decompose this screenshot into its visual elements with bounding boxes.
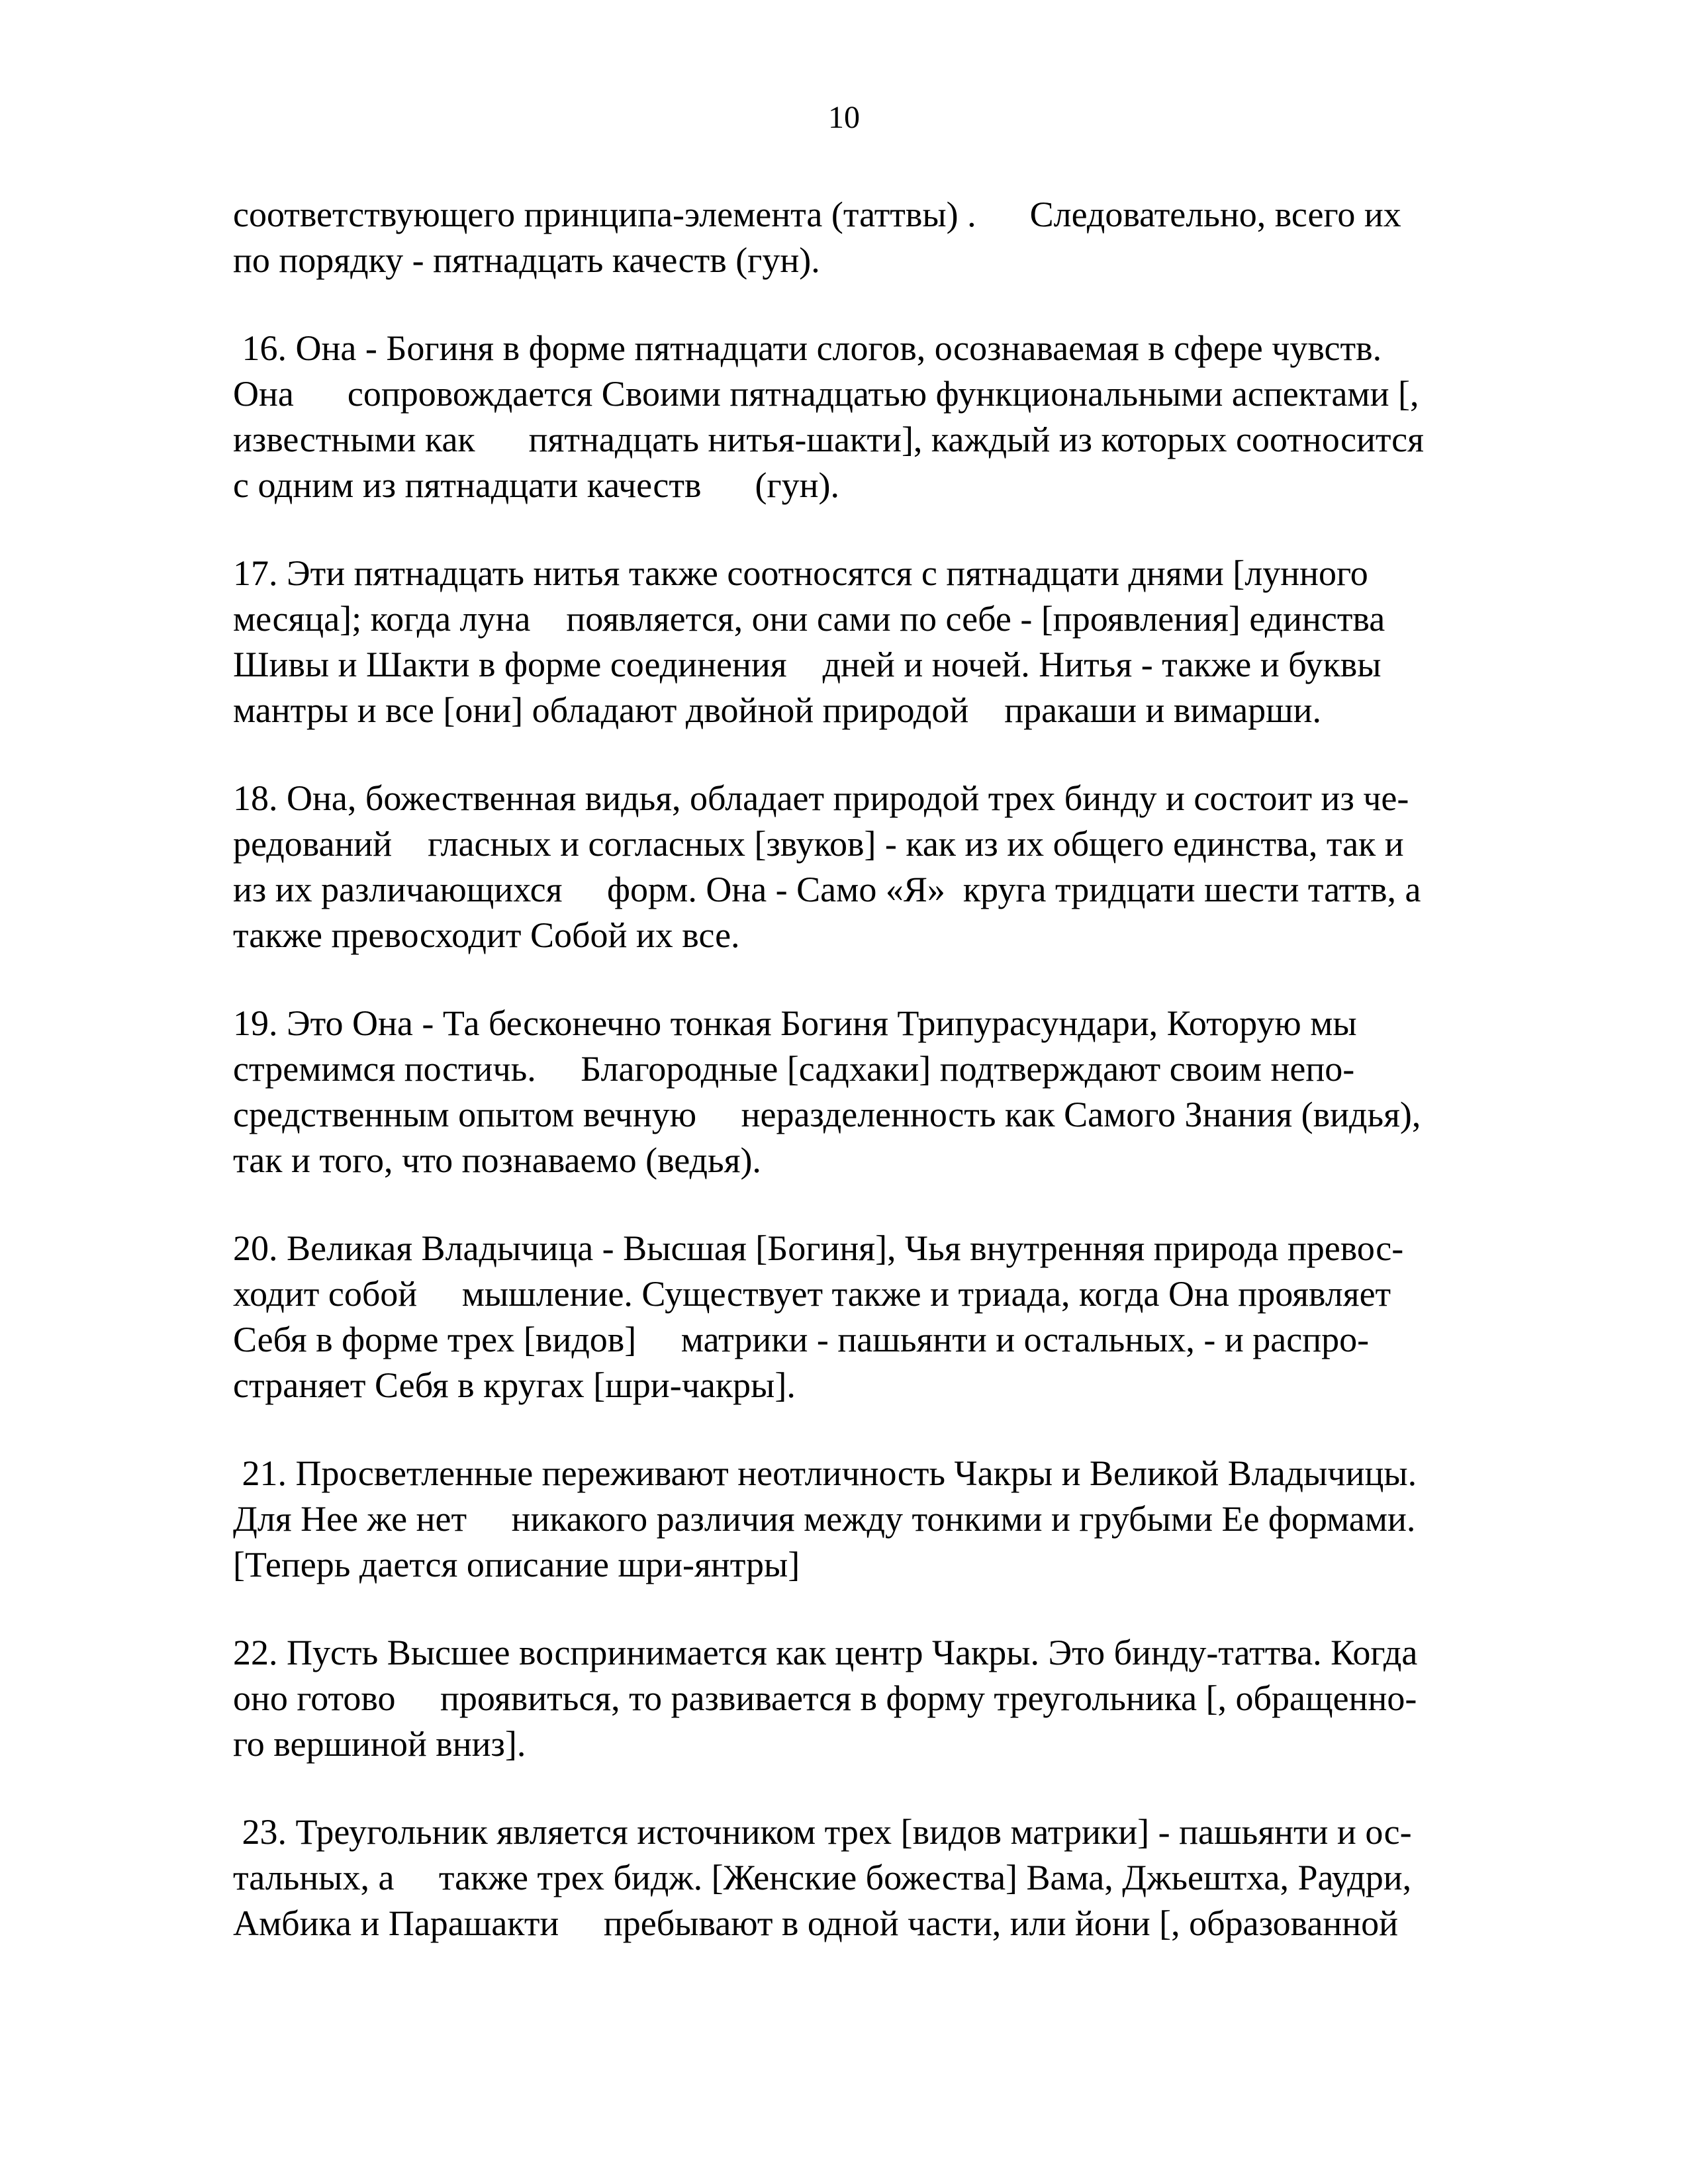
- text-line: 23. Треугольник является источником трех [видов матрики] - пашьянти и ос-: [233, 1812, 1412, 1852]
- text-line: Себя в форме трех [видов] матрики - пашьянти и остальных, - и распро-: [233, 1320, 1370, 1359]
- paragraph-18: [233, 776, 1524, 958]
- paragraph-16: [233, 326, 1524, 508]
- text-line: 20. Великая Владычица - Высшая [Богиня], Чья внутренняя природа превос-: [233, 1228, 1404, 1268]
- text-line: 21. Просветленные переживают неотличность Чакры и Великой Владычицы.: [233, 1453, 1417, 1493]
- text-line: соответствующего принципа-элемента (таттвы) . Следовательно, всего их: [233, 195, 1401, 234]
- text-line: по порядку - пятнадцать качеств (гун).: [233, 240, 820, 280]
- paragraph-17: [233, 551, 1524, 733]
- text-line: 18. Она, божественная видья, обладает природой трех бинду и состоит из че-: [233, 778, 1409, 818]
- text-line: редований гласных и согласных [звуков] - как из их общего единства, так и: [233, 824, 1404, 864]
- text-line: с одним из пятнадцати качеств (гун).: [233, 465, 839, 505]
- text-line: 17. Эти пятнадцать нитья также соотносятся с пятнадцати днями [лунного: [233, 553, 1368, 593]
- text-line: так и того, что познаваемо (ведья).: [233, 1140, 761, 1180]
- text-line: также превосходит Собой их все.: [233, 915, 740, 955]
- text-line: из их различающихся форм. Она - Само «Я» круга тридцати шести таттв, а: [233, 870, 1421, 909]
- text-line: тальных, а также трех бидж. [Женские божества] Вама, Джьештха, Раудри,: [233, 1858, 1412, 1897]
- paragraph-20: [233, 1226, 1524, 1408]
- text-line: Она сопровождается Своими пятнадцатью функциональными аспектами [,: [233, 374, 1419, 414]
- text-line: средственным опытом вечную неразделенность как Самого Знания (видья),: [233, 1095, 1421, 1134]
- paragraph-22: [233, 1630, 1524, 1767]
- paragraph-21: [233, 1451, 1524, 1588]
- text-line: страняет Себя в кругах [шри-чакры].: [233, 1365, 796, 1405]
- paragraph-19: [233, 1001, 1524, 1183]
- text-line: Шивы и Шакти в форме соединения дней и ночей. Нитья - также и буквы: [233, 645, 1382, 684]
- text-line: 16. Она - Богиня в форме пятнадцати слогов, осознаваемая в сфере чувств.: [233, 328, 1382, 368]
- text-line: месяца]; когда луна появляется, они сами по себе - [проявления] единства: [233, 599, 1385, 639]
- paragraph-continuation: [233, 192, 1524, 283]
- text-line: 22. Пусть Высшее воспринимается как центр Чакры. Это бинду-таттва. Когда: [233, 1633, 1418, 1672]
- paragraph-23: [233, 1809, 1524, 1946]
- text-line: 19. Это Она - Та бесконечно тонкая Богиня Трипурасундари, Которую мы: [233, 1003, 1357, 1043]
- page-body: [233, 192, 1524, 1989]
- text-line: Для Нее же нет никакого различия между тонкими и грубыми Ее формами.: [233, 1499, 1416, 1539]
- text-line: [Теперь дается описание шри-янтры]: [233, 1545, 800, 1584]
- text-line: оно готово проявиться, то развивается в форму треугольника [, обращенно-: [233, 1678, 1417, 1718]
- text-line: Амбика и Парашакти пребывают в одной части, или йони [, образованной: [233, 1903, 1399, 1943]
- text-line: ходит собой мышление. Существует также и триада, когда Она проявляет: [233, 1274, 1391, 1314]
- text-line: мантры и все [они] обладают двойной природой пракаши и вимарши.: [233, 690, 1322, 730]
- text-line: известными как пятнадцать нитья-шакти], каждый из которых соотносится: [233, 420, 1424, 459]
- page-number: 10: [828, 100, 860, 135]
- text-line: стремимся постичь. Благородные [садхаки] подтверждают своим непо-: [233, 1049, 1355, 1089]
- text-line: го вершиной вниз].: [233, 1724, 526, 1764]
